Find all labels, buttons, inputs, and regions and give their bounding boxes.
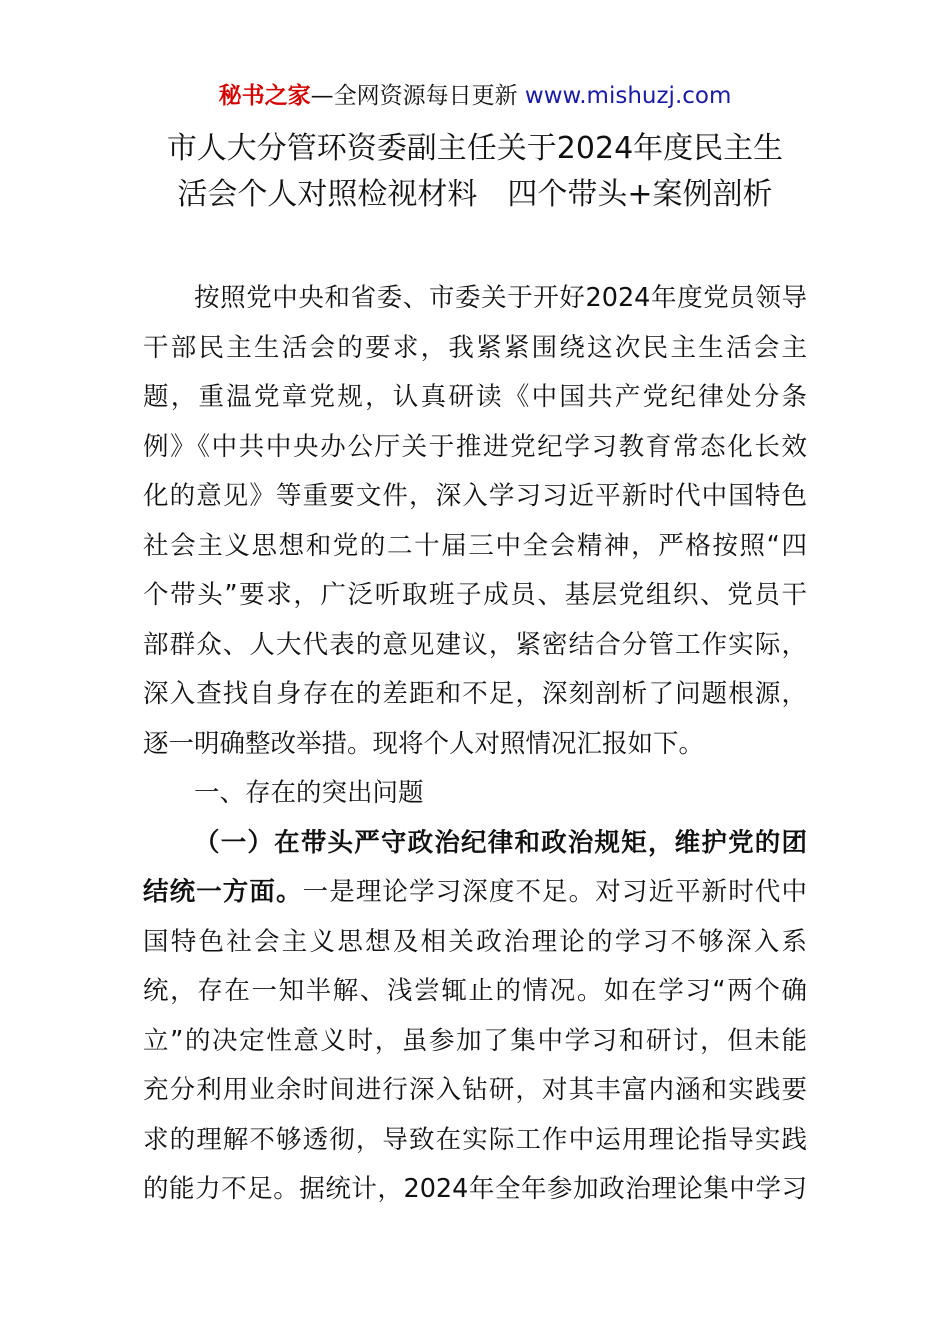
site-header [0, 80, 950, 112]
document-body [143, 274, 807, 1215]
paragraph-line: 干部民主生活会的要求，我紧紧围绕这次民主生活会主 [143, 332, 807, 363]
title-line-2: 活会个人对照检视材料 四个带头+案例剖析 [177, 177, 773, 212]
paragraph-line [143, 868, 807, 918]
paragraph-line: 社会主义思想和党的二十届三中全会精神，严格按照“四 [143, 530, 807, 561]
paragraph-line: 求的理解不够透彻，导致在实际工作中运用理论指导实践 [143, 1124, 807, 1155]
header-tagline: —全网资源每日更新 [310, 83, 525, 109]
paragraph-line: 题，重温党章党规，认真研读《中国共产党纪律处分条 [143, 382, 807, 412]
paragraph-line: 例》《中共中央办公厅关于推进党纪学习教育常态化长效 [143, 431, 807, 462]
paragraph-line: 的能力不足。据统计，2024年全年参加政治理论集中学习 [143, 1174, 807, 1204]
document-title [120, 126, 830, 218]
paragraph-line: 国特色社会主义思想及相关政治理论的学习不够深入系 [143, 926, 807, 957]
paragraph-line: 按照党中央和省委、市委关于开好2024年度党员领导 [194, 283, 807, 313]
paragraph-line: 逐一明确整改举措。现将个人对照情况汇报如下。 [143, 728, 705, 759]
section-heading: 一、存在的突出问题 [194, 778, 424, 808]
brand-name: 秘书之家 [218, 83, 311, 109]
subsection-heading: （一）在带头严守政治纪律和政治规矩，维护党的团 [194, 827, 807, 858]
paragraph-line: 化的意见》等重要文件，深入学习习近平新时代中国特色 [143, 481, 807, 511]
paragraph-line: 统，存在一知半解、浅尝辄止的情况。如在学习“两个确 [143, 976, 807, 1006]
paragraph-line: 充分利用业余时间进行深入钻研，对其丰富内涵和实践要 [143, 1075, 807, 1105]
paragraph-line: 深入查找自身存在的差距和不足，深刻剖析了问题根源， [143, 679, 807, 709]
paragraph-line: 个带头”要求，广泛听取班子成员、基层党组织、党员干 [143, 580, 807, 610]
site-url-link[interactable]: www.mishuzj.com [524, 83, 732, 109]
title-line-1: 市人大分管环资委副主任关于2024年度民主生 [166, 131, 784, 166]
paragraph-line: 立”的决定性意义时，虽参加了集中学习和研讨，但未能 [143, 1025, 807, 1056]
subsection-heading-end: 结统一方面。 [143, 877, 303, 907]
paragraph-text: 一是理论学习深度不足。对习近平新时代中 [302, 877, 807, 907]
paragraph-line: 部群众、人大代表的意见建议，紧密结合分管工作实际， [143, 629, 807, 660]
